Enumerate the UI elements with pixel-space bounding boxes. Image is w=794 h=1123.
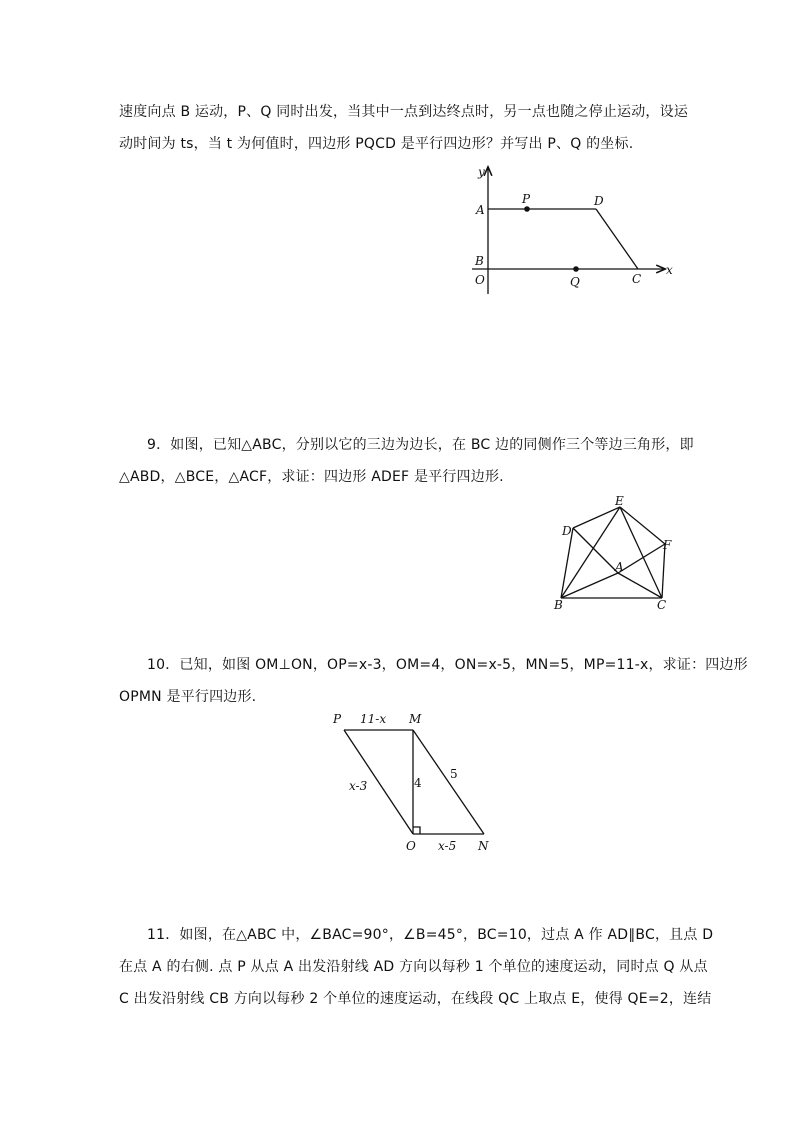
label-o: O — [475, 273, 485, 287]
label-y: y — [478, 165, 485, 179]
label-p: P — [333, 712, 342, 726]
label-n: N — [478, 839, 489, 853]
segment-ac — [618, 573, 662, 598]
label-b: B — [554, 598, 563, 612]
q9-text-line-2: △ABD，△BCE，△ACF，求证：四边形 ADEF 是平行四边形. — [119, 469, 504, 485]
segment-ef — [620, 507, 665, 544]
q10-text-line-2: OPMN 是平行四边形. — [119, 689, 257, 705]
segment-bd — [561, 528, 573, 598]
point-p — [524, 206, 530, 212]
label-m: M — [409, 712, 422, 726]
label-c: C — [632, 272, 642, 286]
label-a: A — [615, 560, 624, 574]
q11-text-line-3: C 出发沿射线 CB 方向以每秒 2 个单位的速度运动，在线段 QC 上取点 E，使得 QE=2，连结 — [119, 991, 712, 1007]
q11-text-line-1: 11．如图，在△ABC 中，∠BAC=90°，∠B=45°，BC=10，过点 A 作 AD∥BC，且点 D — [147, 927, 714, 943]
label-d: D — [562, 524, 572, 538]
right-angle-mark — [413, 827, 420, 834]
segment-mn — [413, 730, 484, 834]
label-x: x — [666, 263, 673, 277]
segment-fa — [618, 544, 665, 573]
q8-text-line-1: 速度向点 B 运动，P、Q 同时出发，当其中一点到达终点时，另一点也随之停止运动，设运 — [119, 104, 689, 120]
label-om-length: 4 — [414, 776, 422, 790]
q10-parallelogram-figure — [325, 710, 505, 855]
point-q — [573, 266, 579, 272]
label-c: C — [657, 598, 667, 612]
label-d: D — [594, 194, 604, 208]
label-a: A — [476, 203, 485, 217]
label-mn-length: 5 — [450, 767, 458, 781]
label-pm-length: 11-x — [360, 712, 387, 726]
label-on-length: x-5 — [438, 839, 457, 853]
q9-text-line-1: 9．如图，已知△ABC，分别以它的三边为边长，在 BC 边的同侧作三个等边三角形，即 — [147, 437, 694, 453]
label-op-length: x-3 — [349, 779, 368, 793]
segment-fc — [662, 544, 665, 598]
q9-triangle-figure — [552, 495, 682, 615]
label-o: O — [406, 839, 416, 853]
segment-da — [573, 528, 618, 573]
label-f: F — [663, 538, 672, 552]
q8-text-line-2: 动时间为 ts，当 t 为何值时，四边形 PQCD 是平行四边形？并写出 P、Q 的坐标. — [119, 136, 634, 152]
segment-dc — [596, 209, 638, 269]
segment-ce — [620, 507, 662, 598]
q8-coordinate-figure — [460, 162, 680, 302]
q10-text-line-1: 10．已知，如图 OM⊥ON，OP=x-3，OM=4，ON=x-5，MN=5，MP=11-x，求证：四边形 — [147, 657, 748, 673]
label-q: Q — [570, 275, 580, 289]
label-e: E — [615, 494, 624, 508]
q11-text-line-2: 在点 A 的右侧. 点 P 从点 A 出发沿射线 AD 方向以每秒 1 个单位的速度运动，同时点 Q 从点 — [119, 959, 708, 975]
label-b: B — [475, 254, 484, 268]
label-p: P — [522, 192, 531, 206]
